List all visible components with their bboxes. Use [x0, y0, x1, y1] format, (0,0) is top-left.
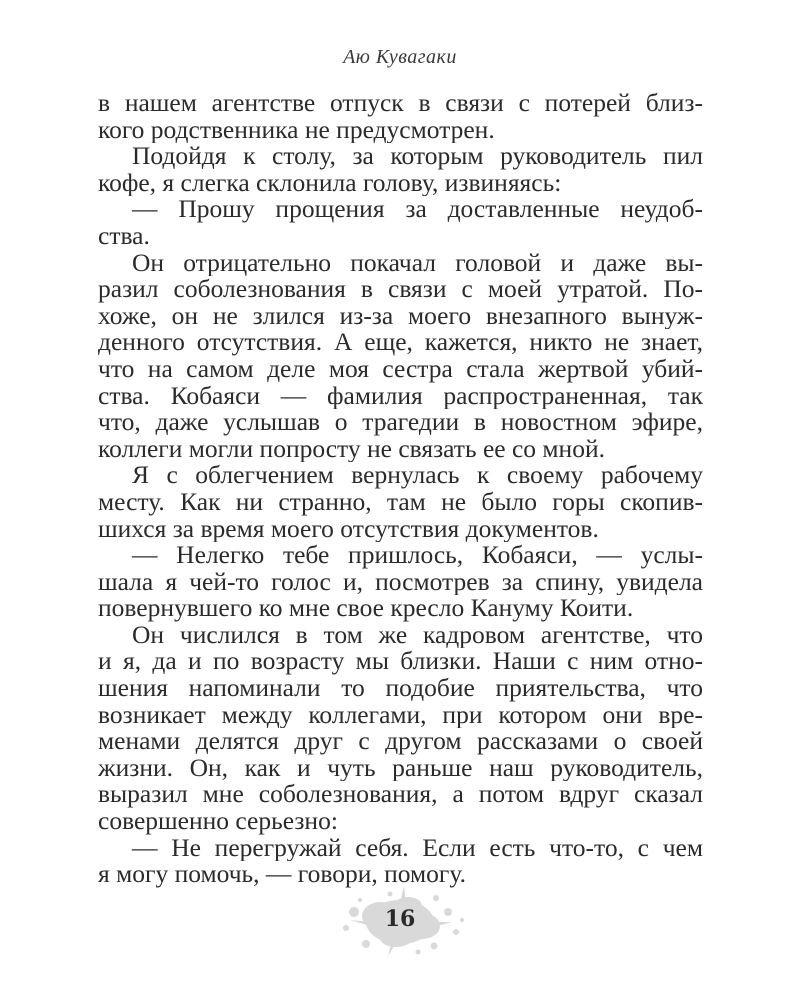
text-line: в нашем агентстве отпуск в связи с потерей близ- [98, 90, 703, 117]
text-line: Он отрицательно покачал головой и даже вы- [132, 249, 703, 277]
text-line: шихся за время моего отсутствия документов. [98, 515, 599, 543]
text-line: коллеги могли попросту не связать ее со мной. [98, 435, 605, 463]
text-line: — Не перегружай себя. Если есть что-то, с чем [132, 834, 703, 862]
text-line: жизни. Он, как и чуть раньше наш руководитель, [98, 754, 703, 782]
body-text [98, 90, 703, 888]
text-line: что, даже услышав о трагедии в новостном эфире, [98, 409, 703, 436]
text-line: Я с облегчением вернулась к своему рабочему [132, 462, 703, 489]
text-line: шала я чей-то голос и, посмотрев за спину, увидела [98, 568, 703, 596]
text-line: совершенно серьезно: [98, 808, 338, 835]
page-number: 16 [384, 906, 416, 932]
text-line: хоже, он не злился из-за моего внезапного вынуж- [98, 302, 703, 330]
text-line: ства. Кобаяси — фамилия распространенная, так [98, 382, 703, 410]
text-line: разил соболезнования в связи с моей утратой. По- [98, 276, 703, 303]
text-line: и я, да и по возрасту мы близки. Наши с ним отно- [98, 648, 703, 676]
text-line: выразил мне соболезнования, а потом вдруг сказал [98, 781, 703, 809]
text-line: кофе, я слегка склонила голову, извиняясь: [98, 169, 562, 197]
text-line: — Нелегко тебе пришлось, Кобаяси, — услы- [132, 542, 703, 569]
text-line: денного отсутствия. А еще, кажется, никто не знает, [98, 329, 703, 356]
running-header-author: Аю Кувагаки [343, 46, 457, 68]
text-line: шения напоминали то подобие приятельства, что [98, 675, 703, 702]
text-line: я могу помочь, — говори, помогу. [98, 861, 466, 888]
text-line: кого родственника не предусмотрен. [98, 116, 495, 144]
text-line: менами делятся друг с другом рассказами о своей [98, 728, 703, 755]
text-line: Подойдя к столу, за которым руководитель пил [132, 143, 703, 170]
text-line: что на самом деле моя сестра стала жертвой убий- [98, 355, 703, 383]
text-line: Он числился в том же кадровом агентстве, что [132, 621, 703, 649]
text-line: ства. [98, 222, 150, 250]
page-folio [330, 882, 470, 962]
text-line: повернувшего ко мне свое кресло Кануму Коити. [98, 595, 634, 622]
text-line: — Прошу прощения за доставленные неудоб- [132, 196, 703, 223]
text-line: возникает между коллегами, при котором они вре- [98, 701, 703, 729]
text-line: месту. Как ни странно, там не было горы скопив- [98, 488, 703, 516]
